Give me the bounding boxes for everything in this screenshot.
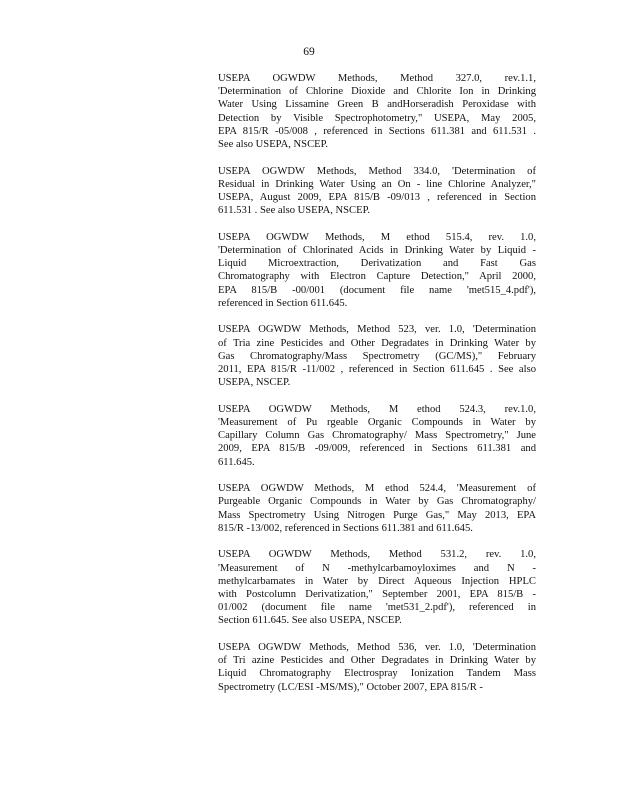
reference-line: USEPA OGWDW Methods, Method 536, ver. 1.0, 'Determination — [218, 642, 536, 654]
reference-line: Residual in Drinking Water Using an On - line Chlorine Analyzer," — [218, 178, 536, 190]
reference-line: USEPA OGWDW Methods, Method 327.0, rev.1.1, — [218, 73, 536, 84]
reference-line: 'Determination of Chlorine Dioxide and Chlorite Ion in Drinking — [218, 86, 536, 98]
reference-line: 'Measurement of Pu rgeable Organic Compounds in Water by — [218, 417, 536, 429]
reference-line: referenced in Section 611.645. — [218, 297, 348, 309]
reference-line: Liquid Microextraction, Derivatization and Fast Gas — [218, 258, 536, 270]
reference-line: Mass Spectrometry Using Nitrogen Purge Gas," May 2013, EPA — [218, 509, 536, 521]
reference-line: 2011, EPA 815/R -11/002 , referenced in Section 611.645 . See also — [218, 364, 536, 376]
reference-line: See also USEPA, NSCEP. — [218, 139, 328, 151]
reference-line: USEPA OGWDW Methods, M ethod 515.4, rev. 1.0, — [218, 231, 536, 243]
reference-line: Water Using Lissamine Green B andHorseradish Peroxidase with — [218, 99, 536, 111]
reference-line: Purgeable Organic Compounds in Water by Gas Chromatography/ — [218, 496, 536, 508]
reference-line: USEPA OGWDW Methods, M ethod 524.4, 'Measurement of — [218, 483, 536, 495]
reference-list — [218, 72, 536, 707]
reference-line: USEPA OGWDW Methods, Method 523, ver. 1.0, 'Determination — [218, 324, 536, 336]
reference-line: USEPA, NSCEP. — [218, 377, 291, 389]
reference-line: EPA 815/B -00/001 (document file name 'met515_4.pdf'), — [218, 284, 536, 296]
reference-line: 'Determination of Chlorinated Acids in Drinking Water by Liquid - — [218, 245, 536, 257]
reference-entry — [218, 403, 536, 469]
reference-line: USEPA OGWDW Methods, M ethod 524.3, rev.1.0, — [218, 403, 536, 415]
reference-line: Spectrometry (LC/ESI -MS/MS)," October 2007, EPA 815/R - — [218, 681, 483, 693]
reference-line: 01/002 (document file name 'met531_2.pdf'), referenced in — [218, 602, 536, 614]
reference-line: USEPA OGWDW Methods, Method 531.2, rev. 1.0, — [218, 549, 536, 561]
reference-line: Liquid Chromatography Electrospray Ionization Tandem Mass — [218, 668, 536, 680]
reference-line: Section 611.645. See also USEPA, NSCEP. — [218, 615, 402, 627]
reference-entry — [218, 323, 536, 389]
reference-line: Gas Chromatography/Mass Spectrometry (GC/MS)," February — [218, 350, 536, 362]
reference-line: Chromatography with Electron Capture Detection," April 2000, — [218, 271, 536, 283]
reference-line: of Tria zine Pesticides and Other Degradates in Drinking Water by — [218, 337, 536, 349]
reference-line: 611.531 . See also USEPA, NSCEP. — [218, 205, 370, 217]
reference-line: Detection by Visible Spectrophotometry," USEPA, May 2005, — [218, 112, 536, 124]
reference-line: 2009, EPA 815/B -09/009, referenced in Sections 611.381 and — [218, 443, 536, 455]
reference-line: USEPA, August 2009, EPA 815/B -09/013 , referenced in Section — [218, 192, 536, 204]
reference-entry — [218, 482, 536, 535]
reference-line: 815/R -13/002, referenced in Sections 611.381 and 611.645. — [218, 522, 473, 534]
reference-entry — [218, 231, 536, 310]
reference-entry — [218, 548, 536, 627]
reference-line: Capillary Column Gas Chromatography/ Mass Spectrometry," June — [218, 430, 536, 442]
reference-line: with Postcolumn Derivatization," September 2001, EPA 815/B - — [218, 589, 536, 601]
reference-line: EPA 815/R -05/008 , referenced in Sections 611.381 and 611.531 . — [218, 125, 536, 137]
page-number: 69 — [303, 46, 315, 58]
reference-line: methylcarbamates in Water by Direct Aqueous Injection HPLC — [218, 575, 536, 587]
reference-line: 'Measurement of N -methylcarbamoyloximes and N - — [218, 562, 536, 574]
reference-line: 611.645. — [218, 456, 255, 468]
reference-line: USEPA OGWDW Methods, Method 334.0, 'Determination of — [218, 165, 536, 177]
reference-entry — [218, 165, 536, 218]
reference-entry — [218, 72, 536, 151]
reference-entry — [218, 641, 536, 694]
reference-line: of Tri azine Pesticides and Other Degradates in Drinking Water by — [218, 655, 536, 667]
